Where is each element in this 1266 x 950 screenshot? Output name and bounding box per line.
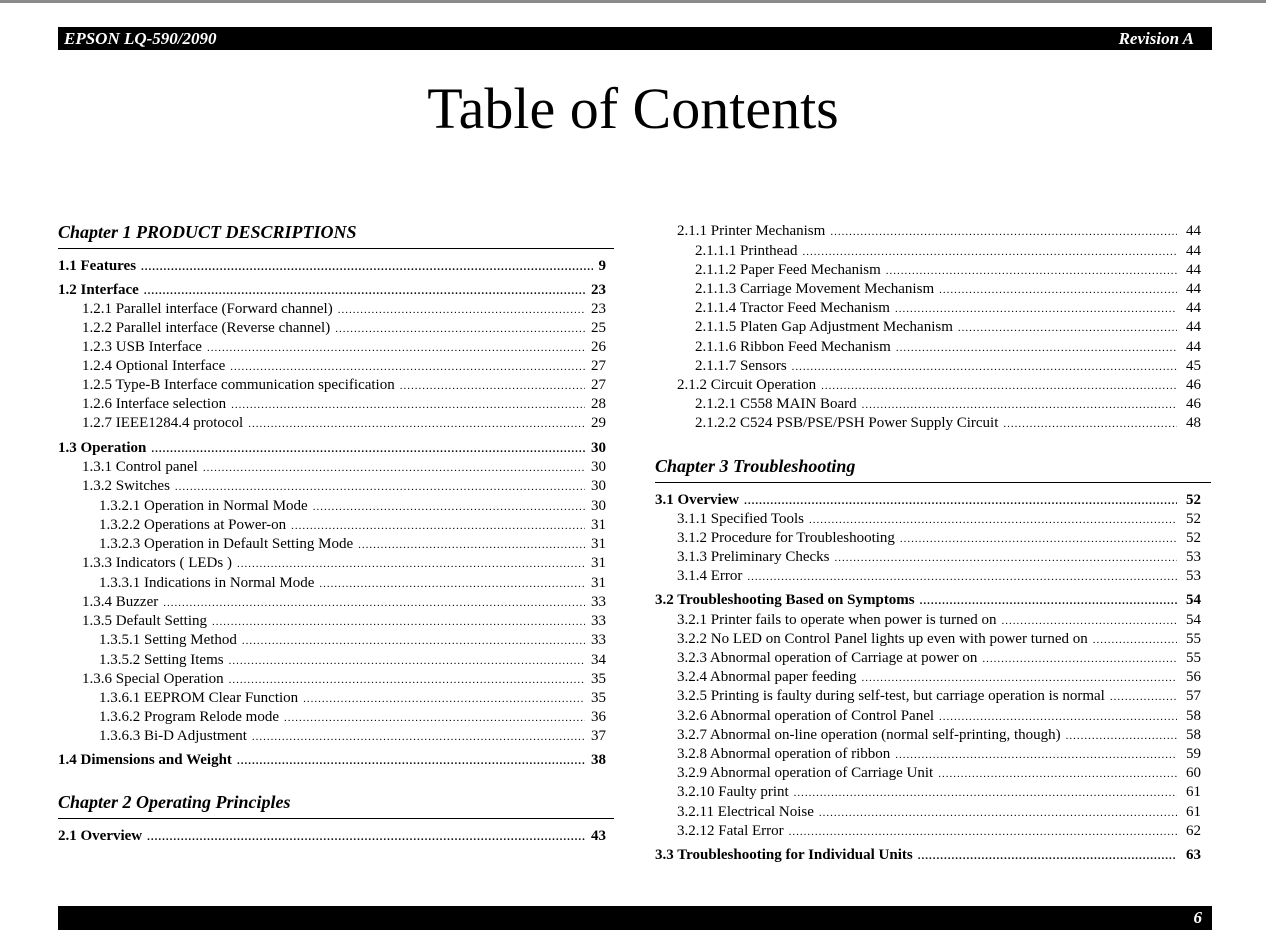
- toc-entry[interactable]: [655, 783, 1201, 803]
- toc-entry[interactable]: [58, 535, 606, 555]
- dot-leader: [939, 708, 1177, 727]
- toc-entry[interactable]: [58, 395, 606, 415]
- toc-entry-page: 44: [1186, 243, 1201, 259]
- toc-entry[interactable]: [655, 803, 1201, 823]
- toc-entry-title: 1.3.6.3 Bi-D Adjustment: [99, 728, 247, 744]
- dot-leader: [900, 530, 1177, 549]
- toc-entry-page: 33: [591, 613, 606, 629]
- toc-entry[interactable]: [655, 548, 1201, 568]
- chapter-heading[interactable]: Chapter 2 Operating Principles: [58, 792, 614, 819]
- toc-entry-title: 1.4 Dimensions and Weight: [58, 752, 232, 768]
- toc-entry-title: 1.3.5.2 Setting Items: [99, 652, 224, 668]
- dot-leader: [313, 498, 585, 517]
- toc-entry-title: 3.2.1 Printer fails to operate when power is turned on: [677, 612, 997, 628]
- toc-entry-title: 1.3.3.1 Indications in Normal Mode: [99, 575, 315, 591]
- toc-entry-page: 35: [591, 690, 606, 706]
- dot-leader: [789, 823, 1177, 842]
- toc-entry-page: 53: [1186, 568, 1201, 584]
- dot-leader: [237, 555, 585, 574]
- toc-entry-page: 35: [591, 671, 606, 687]
- dot-leader: [1093, 631, 1177, 650]
- toc-entry[interactable]: [655, 376, 1201, 396]
- toc-entry-page: 52: [1186, 492, 1201, 508]
- toc-entry-page: 61: [1186, 804, 1201, 820]
- dot-leader: [886, 262, 1177, 281]
- dot-leader: [242, 632, 585, 651]
- toc-entry-page: 55: [1186, 650, 1201, 666]
- toc-entry-page: 58: [1186, 727, 1201, 743]
- toc-entry-page: 25: [591, 320, 606, 336]
- toc-entry[interactable]: [655, 764, 1201, 784]
- toc-entry-page: 60: [1186, 765, 1201, 781]
- toc-entry[interactable]: [58, 497, 606, 517]
- toc-entry[interactable]: [58, 319, 606, 339]
- toc-entry-title: 1.3.5.1 Setting Method: [99, 632, 237, 648]
- toc-entry-page: 31: [591, 536, 606, 552]
- toc-entry-page: 45: [1186, 358, 1201, 374]
- toc-entry[interactable]: [58, 670, 606, 690]
- toc-entry-page: 38: [591, 752, 606, 768]
- toc-entry-title: 1.3.6.1 EEPROM Clear Function: [99, 690, 299, 706]
- toc-entry-title: 3.2.10 Faulty print: [677, 784, 789, 800]
- toc-entry[interactable]: [58, 257, 606, 277]
- toc-entry[interactable]: [58, 516, 606, 536]
- toc-entry[interactable]: [655, 395, 1201, 415]
- toc-entry-title: 3.1.1 Specified Tools: [677, 511, 804, 527]
- toc-entry-title: 3.2.9 Abnormal operation of Carriage Unit: [677, 765, 934, 781]
- dot-leader: [230, 358, 585, 377]
- toc-entry[interactable]: [58, 554, 606, 574]
- dot-leader: [144, 282, 585, 301]
- toc-entry-page: 62: [1186, 823, 1201, 839]
- toc-entry[interactable]: [58, 300, 606, 320]
- toc-entry-title: 3.2.11 Electrical Noise: [677, 804, 814, 820]
- toc-entry[interactable]: [655, 261, 1201, 281]
- dot-leader: [938, 765, 1177, 784]
- dot-leader: [203, 459, 585, 478]
- dot-leader: [1003, 415, 1177, 434]
- toc-entry-title: 1.2.2 Parallel interface (Reverse channel): [82, 320, 331, 336]
- toc-entry-title: 1.3.5 Default Setting: [82, 613, 207, 629]
- toc-entry[interactable]: [58, 458, 606, 478]
- toc-entry[interactable]: [58, 827, 606, 847]
- toc-entry[interactable]: [58, 751, 606, 771]
- dot-leader: [141, 258, 592, 277]
- dot-leader: [862, 669, 1177, 688]
- toc-entry-title: 2.1.1 Printer Mechanism: [677, 223, 826, 239]
- dot-leader: [920, 592, 1177, 611]
- toc-entry-page: 54: [1186, 612, 1201, 628]
- dot-leader: [747, 568, 1177, 587]
- toc-entry-page: 30: [591, 498, 606, 514]
- dot-leader: [803, 243, 1178, 262]
- toc-entry[interactable]: [58, 612, 606, 632]
- toc-entry-title: 3.3 Troubleshooting for Individual Units: [655, 847, 913, 863]
- toc-entry-title: 3.2.2 No LED on Control Panel lights up even with power turned on: [677, 631, 1088, 647]
- dot-leader: [400, 377, 585, 396]
- toc-entry[interactable]: [655, 591, 1201, 611]
- toc-entry-page: 26: [591, 339, 606, 355]
- toc-entry-title: 1.2.1 Parallel interface (Forward channel): [82, 301, 333, 317]
- dot-leader: [821, 377, 1177, 396]
- toc-entry-title: 3.1.3 Preliminary Checks: [677, 549, 830, 565]
- dot-leader: [151, 440, 585, 459]
- toc-entry-page: 59: [1186, 746, 1201, 762]
- toc-entry-title: 2.1.1.2 Paper Feed Mechanism: [695, 262, 881, 278]
- toc-entry[interactable]: [58, 414, 606, 434]
- dot-leader: [1066, 727, 1177, 746]
- toc-entry-title: 2.1.2.2 C524 PSB/PSE/PSH Power Supply Circuit: [695, 415, 999, 431]
- toc-entry[interactable]: [655, 745, 1201, 765]
- toc-entry-title: 2.1.1.7 Sensors: [695, 358, 787, 374]
- toc-entry-title: 1.3.2.1 Operation in Normal Mode: [99, 498, 308, 514]
- dot-leader: [291, 517, 585, 536]
- toc-entry-page: 55: [1186, 631, 1201, 647]
- toc-entry-page: 31: [591, 517, 606, 533]
- toc-entry-title: 1.3.1 Control panel: [82, 459, 198, 475]
- toc-entry-title: 2.1.1.3 Carriage Movement Mechanism: [695, 281, 935, 297]
- toc-entry-title: 3.2.7 Abnormal on-line operation (normal self-printing, though): [677, 727, 1061, 743]
- toc-entry-title: 3.2.12 Fatal Error: [677, 823, 784, 839]
- toc-entry-title: 3.2.6 Abnormal operation of Control Panel: [677, 708, 935, 724]
- toc-entry[interactable]: [655, 567, 1201, 587]
- toc-entry-title: 3.2.8 Abnormal operation of ribbon: [677, 746, 891, 762]
- toc-entry[interactable]: [655, 649, 1201, 669]
- toc-entry[interactable]: [655, 280, 1201, 300]
- dot-leader: [862, 396, 1177, 415]
- toc-entry-title: 2.1.2.1 C558 MAIN Board: [695, 396, 857, 412]
- dot-leader: [207, 339, 585, 358]
- toc-entry-page: 63: [1186, 847, 1201, 863]
- dot-leader: [982, 650, 1177, 669]
- page-title: Table of Contents: [427, 76, 839, 141]
- toc-entry[interactable]: [655, 707, 1201, 727]
- toc-entry-page: 61: [1186, 784, 1201, 800]
- toc-entry-title: 1.2.6 Interface selection: [82, 396, 227, 412]
- toc-entry-page: 31: [591, 555, 606, 571]
- chapter-heading[interactable]: Chapter 1 PRODUCT DESCRIPTIONS: [58, 222, 614, 249]
- toc-entry-title: 1.3.2.3 Operation in Default Setting Mode: [99, 536, 354, 552]
- toc-entry[interactable]: [655, 414, 1201, 434]
- toc-entry[interactable]: [655, 611, 1201, 631]
- toc-entry-page: 43: [591, 828, 606, 844]
- header-revision: Revision A: [1118, 29, 1194, 48]
- toc-entry-title: 1.2.4 Optional Interface: [82, 358, 226, 374]
- dot-leader: [231, 396, 585, 415]
- dot-leader: [248, 415, 585, 434]
- toc-entry-page: 44: [1186, 339, 1201, 355]
- toc-entry[interactable]: [655, 222, 1201, 242]
- toc-entry-title: 1.3.6.2 Program Relode mode: [99, 709, 279, 725]
- dot-leader: [819, 804, 1177, 823]
- toc-entry-page: 44: [1186, 300, 1201, 316]
- header-product: EPSON LQ-590/2090: [64, 29, 217, 48]
- toc-entry-page: 44: [1186, 262, 1201, 278]
- dot-leader: [229, 671, 585, 690]
- dot-leader: [284, 709, 585, 728]
- dot-leader: [163, 594, 585, 613]
- toc-entry-page: 46: [1186, 396, 1201, 412]
- toc-entry-title: 1.3.3 Indicators ( LEDs ): [82, 555, 232, 571]
- toc-entry[interactable]: [655, 338, 1201, 358]
- dot-leader: [794, 784, 1177, 803]
- toc-entry[interactable]: [58, 651, 606, 671]
- toc-entry-title: 1.3 Operation: [58, 440, 147, 456]
- toc-entry-page: 34: [591, 652, 606, 668]
- toc-entry-page: 53: [1186, 549, 1201, 565]
- toc-entry-title: 3.1.4 Error: [677, 568, 743, 584]
- toc-entry[interactable]: [655, 299, 1201, 319]
- toc-left-column: [58, 0, 614, 900]
- dot-leader: [175, 478, 585, 497]
- toc-entry-title: 1.3.6 Special Operation: [82, 671, 224, 687]
- dot-leader: [939, 281, 1177, 300]
- dot-leader: [809, 511, 1177, 530]
- toc-entry[interactable]: [58, 376, 606, 396]
- page-number: 6: [1193, 908, 1202, 927]
- toc-entry-page: 37: [591, 728, 606, 744]
- toc-entry-page: 33: [591, 594, 606, 610]
- toc-entry[interactable]: [58, 281, 606, 301]
- toc-entry[interactable]: [58, 689, 606, 709]
- toc-entry-title: 1.2.3 USB Interface: [82, 339, 202, 355]
- dot-leader: [338, 301, 585, 320]
- toc-entry-title: 3.2.4 Abnormal paper feeding: [677, 669, 857, 685]
- toc-entry-title: 3.1.2 Procedure for Troubleshooting: [677, 530, 895, 546]
- toc-entry[interactable]: [655, 529, 1201, 549]
- toc-entry-page: 48: [1186, 415, 1201, 431]
- dot-leader: [896, 339, 1177, 358]
- toc-entry-title: 3.2.3 Abnormal operation of Carriage at power on: [677, 650, 978, 666]
- toc-entry-title: 1.3.2 Switches: [82, 478, 170, 494]
- toc-entry-page: 28: [591, 396, 606, 412]
- toc-entry[interactable]: [58, 439, 606, 459]
- toc-entry-page: 29: [591, 415, 606, 431]
- toc-entry-page: 44: [1186, 281, 1201, 297]
- toc-entry-title: 2.1.1.6 Ribbon Feed Mechanism: [695, 339, 891, 355]
- toc-entry[interactable]: [58, 357, 606, 377]
- toc-entry[interactable]: [58, 727, 606, 747]
- dot-leader: [1002, 612, 1177, 631]
- toc-entry[interactable]: [655, 687, 1201, 707]
- dot-leader: [335, 320, 585, 339]
- toc-entry[interactable]: [58, 593, 606, 613]
- dot-leader: [744, 492, 1177, 511]
- dot-leader: [237, 752, 585, 771]
- toc-entry-page: 44: [1186, 319, 1201, 335]
- toc-entry[interactable]: [58, 631, 606, 651]
- toc-entry-page: 23: [591, 282, 606, 298]
- toc-entry-page: 27: [591, 358, 606, 374]
- toc-entry-page: 27: [591, 377, 606, 393]
- dot-leader: [1110, 688, 1177, 707]
- dot-leader: [958, 319, 1177, 338]
- dot-leader: [830, 223, 1177, 242]
- dot-leader: [303, 690, 585, 709]
- dot-leader: [358, 536, 585, 555]
- toc-entry-page: 58: [1186, 708, 1201, 724]
- toc-entry[interactable]: [655, 846, 1201, 866]
- toc-entry[interactable]: [655, 822, 1201, 842]
- toc-entry-title: 1.3.2.2 Operations at Power-on: [99, 517, 287, 533]
- toc-entry-title: 2.1.1.1 Printhead: [695, 243, 798, 259]
- toc-entry[interactable]: [655, 630, 1201, 650]
- dot-leader: [895, 746, 1177, 765]
- dot-leader: [252, 728, 585, 747]
- toc-entry-page: 52: [1186, 530, 1201, 546]
- toc-entry[interactable]: [58, 708, 606, 728]
- dot-leader: [212, 613, 585, 632]
- toc-entry-title: 3.1 Overview: [655, 492, 740, 508]
- dot-leader: [319, 575, 585, 594]
- toc-entry[interactable]: [655, 510, 1201, 530]
- toc-entry-title: 1.3.4 Buzzer: [82, 594, 159, 610]
- toc-entry[interactable]: [655, 491, 1201, 511]
- toc-entry-page: 30: [591, 440, 606, 456]
- toc-entry-page: 52: [1186, 511, 1201, 527]
- dot-leader: [834, 549, 1177, 568]
- toc-entry-title: 1.2.5 Type-B Interface communication specification: [82, 377, 395, 393]
- toc-right-column: [655, 0, 1211, 900]
- toc-entry-title: 2.1.1.5 Platen Gap Adjustment Mechanism: [695, 319, 953, 335]
- toc-entry-page: 30: [591, 459, 606, 475]
- chapter-heading[interactable]: Chapter 3 Troubleshooting: [655, 456, 1211, 483]
- toc-entry-page: 9: [598, 258, 606, 274]
- toc-entry-page: 57: [1186, 688, 1201, 704]
- toc-entry[interactable]: [655, 242, 1201, 262]
- toc-entry[interactable]: [655, 668, 1201, 688]
- toc-entry-page: 36: [591, 709, 606, 725]
- toc-entry-title: 3.2 Troubleshooting Based on Symptoms: [655, 592, 915, 608]
- toc-entry-page: 33: [591, 632, 606, 648]
- toc-entry-page: 44: [1186, 223, 1201, 239]
- toc-entry-title: 3.2.5 Printing is faulty during self-test, but carriage operation is normal: [677, 688, 1105, 704]
- running-footer: [58, 906, 1212, 930]
- dot-leader: [895, 300, 1177, 319]
- toc-entry[interactable]: [58, 574, 606, 594]
- toc-entry-title: 2.1 Overview: [58, 828, 143, 844]
- toc-entry-page: 46: [1186, 377, 1201, 393]
- toc-entry[interactable]: [655, 726, 1201, 746]
- toc-entry-page: 54: [1186, 592, 1201, 608]
- toc-entry-title: 1.2.7 IEEE1284.4 protocol: [82, 415, 244, 431]
- toc-entry[interactable]: [655, 357, 1201, 377]
- toc-entry-page: 56: [1186, 669, 1201, 685]
- dot-leader: [147, 828, 585, 847]
- toc-entry-title: 1.1 Features: [58, 258, 137, 274]
- toc-entry[interactable]: [58, 338, 606, 358]
- toc-entry-page: 31: [591, 575, 606, 591]
- toc-entry[interactable]: [655, 318, 1201, 338]
- dot-leader: [792, 358, 1177, 377]
- toc-entry-title: 2.1.1.4 Tractor Feed Mechanism: [695, 300, 890, 316]
- toc-entry-title: 2.1.2 Circuit Operation: [677, 377, 817, 393]
- dot-leader: [229, 652, 585, 671]
- toc-entry[interactable]: [58, 477, 606, 497]
- toc-entry-page: 30: [591, 478, 606, 494]
- toc-entry-page: 23: [591, 301, 606, 317]
- dot-leader: [918, 847, 1177, 866]
- toc-entry-title: 1.2 Interface: [58, 282, 139, 298]
